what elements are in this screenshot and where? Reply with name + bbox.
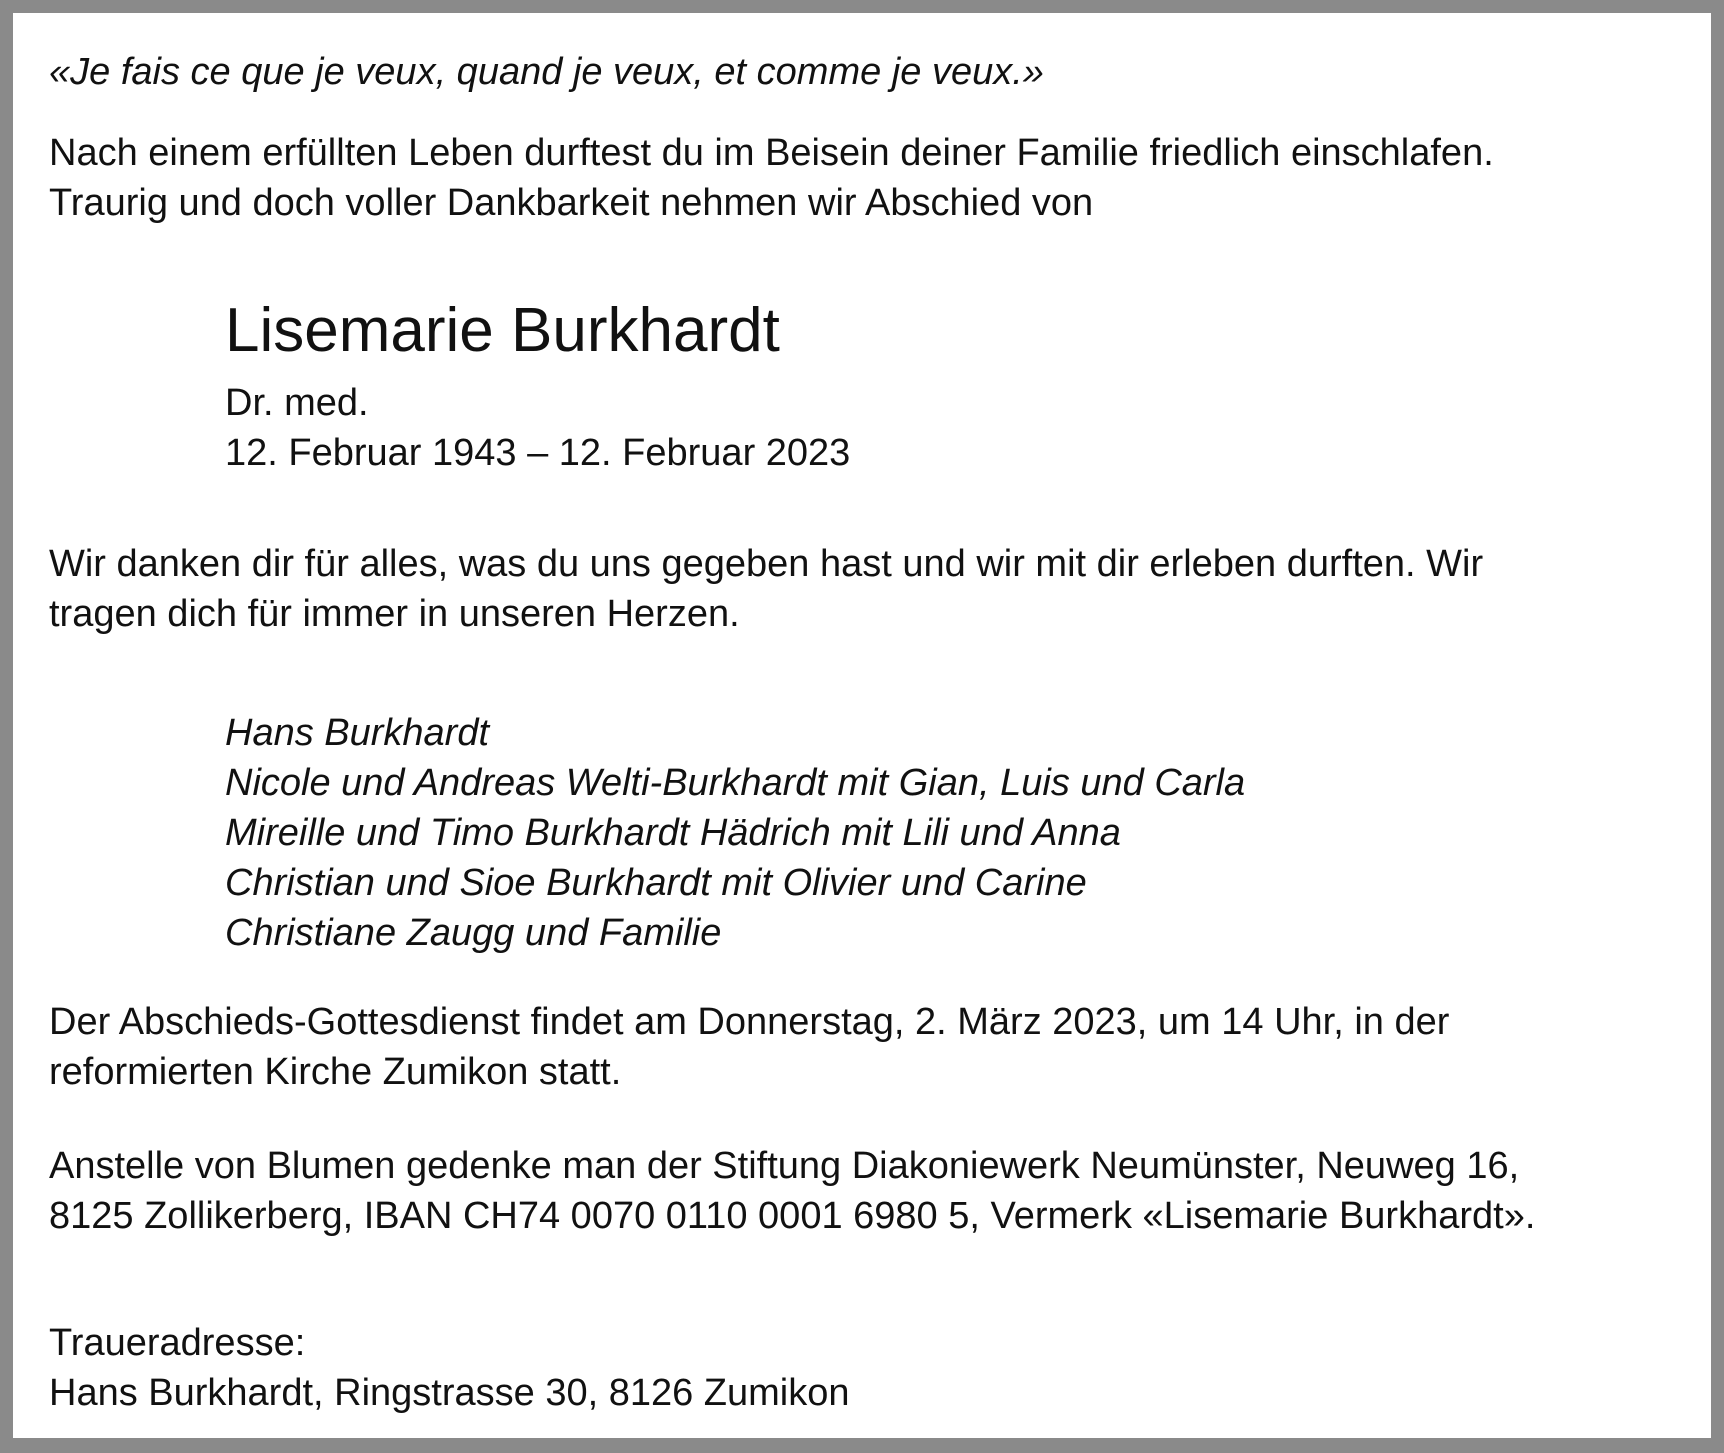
deceased-details	[225, 378, 850, 478]
mourner-entry: Hans Burkhardt	[225, 712, 490, 754]
service-line: Der Abschieds-Gottesdienst findet am Donnerstag, 2. März 2023, um 14 Uhr, in der	[49, 1001, 1450, 1043]
mourner-entry: Christiane Zaugg und Familie	[225, 912, 722, 954]
thanks-paragraph	[49, 539, 1483, 639]
thanks-line: Wir danken dir für alles, was du uns gegeben hast und wir mit dir erleben durften. Wir	[49, 543, 1484, 585]
deceased-dates: 12. Februar 1943 – 12. Februar 2023	[225, 432, 851, 474]
intro-line: Nach einem erfüllten Leben durftest du im Beisein deiner Familie friedlich einschlafen.	[49, 132, 1494, 174]
mourning-address	[49, 1318, 850, 1418]
quote	[49, 47, 1044, 97]
obituary-card	[13, 13, 1711, 1438]
mourner-entry: Mireille und Timo Burkhardt Hädrich mit Lili und Anna	[225, 812, 1121, 854]
donation-line: Anstelle von Blumen gedenke man der Stiftung Diakoniewerk Neumünster, Neuweg 16,	[49, 1145, 1520, 1187]
deceased-title: Dr. med.	[225, 382, 369, 424]
mourners-list	[225, 708, 1245, 958]
service-line: reformierten Kirche Zumikon statt.	[49, 1051, 622, 1093]
mourner-entry: Christian und Sioe Burkhardt mit Olivier und Carine	[225, 862, 1087, 904]
intro-paragraph	[49, 128, 1494, 228]
mourner-entry: Nicole und Andreas Welti-Burkhardt mit Gian, Luis und Carla	[225, 762, 1246, 804]
service-paragraph	[49, 997, 1449, 1097]
quote-text: «Je fais ce que je veux, quand je veux, et comme je veux.»	[49, 51, 1044, 93]
deceased-name	[225, 295, 780, 367]
address-line: Hans Burkhardt, Ringstrasse 30, 8126 Zumikon	[49, 1372, 850, 1414]
thanks-line: tragen dich für immer in unseren Herzen.	[49, 593, 740, 635]
donation-paragraph	[49, 1141, 1535, 1241]
address-label: Traueradresse:	[49, 1322, 306, 1364]
donation-line: 8125 Zollikerberg, IBAN CH74 0070 0110 0001 6980 5, Vermerk «Lisemarie Burkhardt».	[49, 1195, 1536, 1237]
deceased-name-text: Lisemarie Burkhardt	[225, 296, 780, 365]
intro-line: Traurig und doch voller Dankbarkeit nehmen wir Abschied von	[49, 182, 1094, 224]
